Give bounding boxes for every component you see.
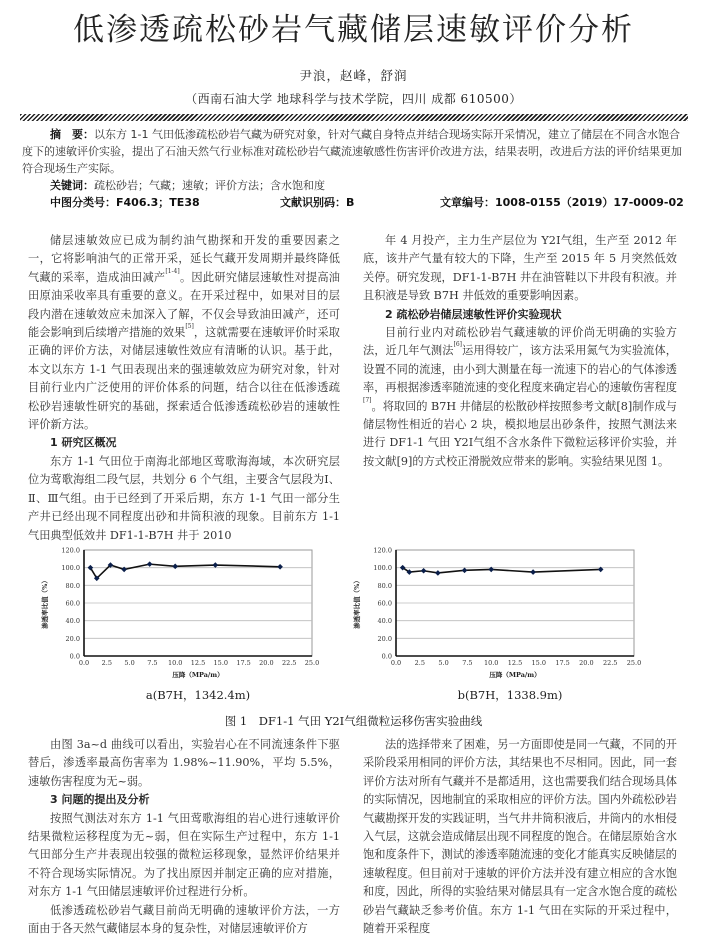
y-tick-label: 0.0 <box>381 652 392 661</box>
data-point <box>462 568 468 574</box>
data-point <box>421 568 427 574</box>
data-point <box>213 562 219 568</box>
x-tick-label: 2.5 <box>414 659 425 667</box>
x-tick-label: 10.0 <box>167 659 183 667</box>
chart-a-svg <box>38 540 328 685</box>
x-tick-label: 17.5 <box>555 659 570 667</box>
data-point <box>172 564 178 570</box>
text-run: 运用得较广，该方法采用氮气为实验流体，设置不同的流速，由小到大测量在每一流速下的岩心的气体渗透率，再根据渗透率随流速的变化程度来确定岩心的速敏伤害程度 <box>363 344 677 395</box>
y-tick-label: 40.0 <box>377 617 392 626</box>
x-tick-label: 20.0 <box>259 659 274 667</box>
doc-code-label: 文献识别码： <box>280 196 346 209</box>
abstract-text: 以东方 1-1 气田低渗疏松砂岩气藏为研究对象，针对气藏自身特点并结合现场实际开采情况，建立了储层在不同含水饱合度下的速敏评价实验，提出了石油天然气行业标准对疏松砂岩气藏流速敏感性伤害评价改进方法，结果表明，改进后方法的评价结果更加符合现场生产实际。 <box>22 128 682 175</box>
body-column-4 <box>363 736 677 938</box>
y-axis-label: 渗透率比值（%） <box>353 577 361 629</box>
y-tick-label: 60.0 <box>65 599 80 608</box>
y-tick-label: 120.0 <box>61 546 80 555</box>
x-tick-label: 7.5 <box>462 659 473 667</box>
data-point <box>147 561 153 567</box>
citation: [6] <box>453 341 463 349</box>
x-axis-label: 压降（MPa/m） <box>172 671 224 679</box>
x-tick-label: 12.5 <box>507 659 523 667</box>
x-tick-label: 25.0 <box>304 659 320 667</box>
doc-code-field <box>280 194 440 211</box>
y-tick-label: 120.0 <box>373 546 392 555</box>
x-tick-label: 7.5 <box>147 659 158 667</box>
clc-field <box>50 194 280 211</box>
clc-value: F406.3；TE38 <box>116 196 200 209</box>
chart-b-svg <box>350 540 650 685</box>
citation: [7] <box>363 396 372 404</box>
data-point <box>530 569 536 575</box>
data-point <box>277 564 283 570</box>
authors: 尹浪，赵峰，舒润 <box>299 68 408 83</box>
x-tick-label: 5.0 <box>438 659 449 667</box>
keywords-label: 关键词： <box>50 179 94 192</box>
figure-caption: 图 1 DF1-1 气田 Y2Ⅰ气组微粒运移伤害实验曲线 <box>224 714 483 728</box>
affiliation: （西南石油大学 地球科学与技术学院，四川 成都 610500） <box>185 92 522 106</box>
doc-code-value: B <box>346 196 355 209</box>
study-area-paragraph: 东方 1-1 气田位于南海北部地区莺歌海海域，本次研究层位为莺歌海组二段气层，共划分 6 个气组，主要含气层段为Ⅰ、Ⅱ、Ⅲ气组。由于已经到了开采后期，东方 1-1 气田一部分生产井已经出现不同程度出砂和井筒积液的现象。目前东方 1-1 气田典型低效井 DF1-1-B7H 井于 2010 <box>28 454 340 542</box>
series-line <box>403 568 601 573</box>
data-point <box>435 570 441 576</box>
section-heading-2: 2 疏松砂岩储层速敏性评价实验现状 <box>385 307 562 321</box>
abstract-paragraph <box>22 126 688 177</box>
y-tick-label: 0.0 <box>69 652 80 661</box>
x-tick-label: 0.0 <box>78 659 90 667</box>
y-tick-label: 20.0 <box>377 634 392 643</box>
chart-b-subcaption: b(B7H，1338.9m) <box>457 688 563 702</box>
x-tick-label: 10.0 <box>483 659 499 667</box>
y-tick-label: 100.0 <box>61 564 80 573</box>
citation: [1-4] <box>165 267 180 275</box>
body-column-1 <box>28 232 340 542</box>
x-tick-label: 17.5 <box>236 659 251 667</box>
body-column-3 <box>28 736 340 938</box>
x-tick-label: 2.5 <box>101 659 112 667</box>
x-tick-label: 12.5 <box>190 659 206 667</box>
y-tick-label: 20.0 <box>65 634 80 643</box>
analysis-continued-paragraph: 法的选择带来了困难，另一方面即使是同一气藏，不同的开采阶段采用相同的评价方法，其结果也不尽相同。因此，同一套评价方法对所有气藏并不是都适用，这也需要我们结合现场具体的实际情况，因地制宜的采取相应的评价方法。国内外疏松砂岩气藏勘探开发的实践证明，当气井井筒积液后，井筒内的水相侵入气层，这就会造成储层出现不同程度的饱合。在储层原始含水饱和度条件下，测试的渗透率随流速的变化才能真实反映储层的速敏程度。但目前对于速敏的评价方法并没有建立相应的含水饱和度，因此，所得的实验结果对储层具有一定含水饱合度的疏松砂岩气藏缺乏参考价值。东方 1-1 气田在实际的开采过程中，随着开采程度 <box>363 738 677 936</box>
classification-row <box>22 194 688 211</box>
problem-paragraph: 按照气测法对东方 1-1 气田莺歌海组的岩心进行速敏评价结果微粒运移程度为无~弱，但在实际生产过程中，东方 1-1 气田部分生产井表现出较强的微粒运移现象，显然评价结果并不符合现场实际情况。为了找出原因并制定正确的应对措施，对东方 1-1 气田储层速敏评价过程进行分析。 <box>28 811 340 899</box>
article-no-label: 文章编号： <box>440 196 495 209</box>
paper-title: 低渗透疏松砂岩气藏储层速敏评价分析 <box>73 12 634 48</box>
text-run: 目前行业内对疏松砂岩气藏速敏的评价尚无明确的实验方法，近几年气测法 <box>363 326 677 358</box>
section-heading-3: 3 问题的提出及分析 <box>50 793 150 807</box>
x-tick-label: 5.0 <box>124 659 135 667</box>
series-line <box>90 564 280 578</box>
x-axis-label: 压降（MPa/m） <box>489 671 541 679</box>
citation: [5] <box>185 323 194 331</box>
text-run: ，这就需要在速敏评价时采取正确的评价方法，对储层速敏性效应有清晰的认识。基于此，本文以东方 1-1 气田表现出来的强速敏效应为研究对象，针对目前行业内广泛使用的评价体系的问题，结合以往在低渗透疏松砂岩速敏性研究的基础，探索适合低渗透疏松砂岩的速敏性评价新方法。 <box>28 326 340 432</box>
y-tick-label: 60.0 <box>377 599 392 608</box>
x-tick-label: 20.0 <box>579 659 594 667</box>
hatched-divider <box>20 114 688 121</box>
abstract-block <box>22 126 688 211</box>
x-tick-label: 22.5 <box>281 659 297 667</box>
production-paragraph: 年 4 月投产，主力生产层位为 Y2Ⅰ气组，生产至 2012 年底，该井产气量有较大的下降，生产至 2015 年 5 月突然低效关停。研究发现，DF1-1-B7H 井在油管鞋以下井段有积液。并且积液是导致 B7H 井低效的重要影响因素。 <box>363 234 677 303</box>
analysis-paragraph: 低渗透疏松砂岩气藏目前尚无明确的速敏评价方法，一方面由于各天然气藏储层本身的复杂性，对储层速敏评价方 <box>28 903 340 936</box>
y-axis-label: 渗透率比值（%） <box>41 577 49 629</box>
abstract-label: 摘 要： <box>50 128 94 141</box>
keywords-line <box>22 177 688 194</box>
clc-label: 中图分类号： <box>50 196 116 209</box>
section-heading-1: 1 研究区概况 <box>50 436 117 450</box>
text-run: 储层速敏效应已成为制约油气勘探和开发的重要因素之一，它将影响油气的正常开采，延长气藏开发周期并最终降低气藏的采率，造成油田减产 <box>28 234 340 284</box>
intro-paragraph <box>28 232 340 434</box>
y-tick-label: 80.0 <box>377 581 392 590</box>
chart-b <box>350 540 650 685</box>
chart-a <box>38 540 328 685</box>
results-paragraph: 由图 3a~d 曲线可以看出，实验岩心在不同流速条件下驱替后，渗透率最高伤害率为 1.98%~11.90%，平均 5.5%，速敏伤害程度为无~弱。 <box>28 738 340 788</box>
article-no-field <box>440 194 684 211</box>
x-tick-label: 15.0 <box>213 659 229 667</box>
x-tick-label: 25.0 <box>626 659 642 667</box>
y-tick-label: 40.0 <box>65 617 80 626</box>
y-tick-label: 80.0 <box>65 581 80 590</box>
method-paragraph <box>363 324 677 471</box>
x-tick-label: 22.5 <box>602 659 618 667</box>
keywords-text: 疏松砂岩；气藏；速敏；评价方法；含水饱和度 <box>94 179 325 192</box>
body-column-2 <box>363 232 677 532</box>
y-tick-label: 100.0 <box>373 564 392 573</box>
x-tick-label: 0.0 <box>390 659 402 667</box>
text-run: 。将取回的 B7H 井储层的松散砂样按照参考文献[8]制作成与储层物性相近的岩心 2 块，模拟地层出砂条件，按照气测法来进行 DF1-1 气田 Y2Ⅰ气组不含水条件下微粒运移评价实验，并按文献[9]的方式校正滑脱效应带来的影响。实验结果见图 1。 <box>363 399 677 468</box>
chart-a-subcaption: a(B7H，1342.4m) <box>145 688 251 702</box>
text-run: 。因此研究储层速敏性对提高油田原油采收率具有重要的意义。在开采过程中，如果对目的层段内潜在速敏效应未加深入了解，不仅会导致油田减产，还可能会影响到后续增产措施的效果 <box>28 270 340 340</box>
article-no-value: 1008-0155（2019）17-0009-02 <box>495 196 684 209</box>
x-tick-label: 15.0 <box>531 659 547 667</box>
